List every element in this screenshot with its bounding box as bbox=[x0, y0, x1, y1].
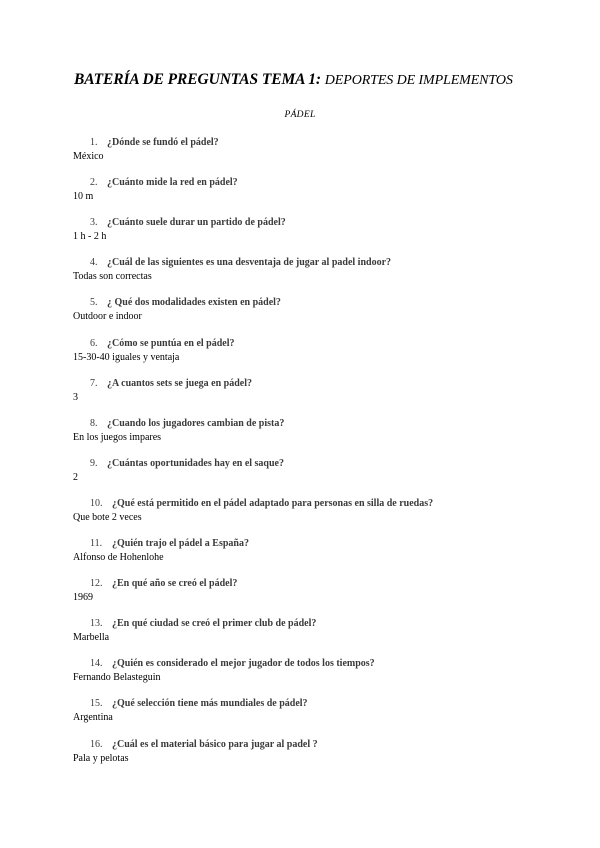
title-subtitle: DEPORTES DE IMPLEMENTOS bbox=[324, 73, 513, 88]
question-number: 2. bbox=[90, 177, 98, 189]
answer-text: 1 h - 2 h bbox=[73, 231, 107, 243]
question-number: 3. bbox=[90, 217, 98, 229]
answer-text: Argentina bbox=[73, 712, 113, 724]
question-label: ¿Cuánto suele durar un partido de pádel? bbox=[107, 217, 286, 229]
answer-text: En los juegos impares bbox=[73, 431, 162, 443]
question-label: ¿Quién es considerado el mejor jugador de todos los tiempos? bbox=[112, 658, 375, 670]
question-label: ¿Qué selección tiene más mundiales de pádel? bbox=[112, 698, 308, 710]
question-number: 8. bbox=[90, 417, 98, 429]
question-number: 7. bbox=[90, 377, 98, 389]
question-number: 5. bbox=[90, 297, 98, 309]
document-title bbox=[74, 71, 513, 89]
question-label: ¿ Qué dos modalidades existen en pádel? bbox=[107, 297, 281, 309]
question-number: 13. bbox=[90, 618, 103, 630]
question-label: ¿Quién trajo el pádel a España? bbox=[112, 538, 249, 549]
question-text bbox=[90, 618, 316, 629]
question-text bbox=[90, 418, 284, 429]
question-label: ¿Cómo se puntúa en el pádel? bbox=[107, 337, 235, 349]
question-number: 1. bbox=[90, 137, 98, 148]
answer-text: 1969 bbox=[73, 592, 93, 604]
question-text bbox=[90, 338, 235, 349]
answer-text: 2 bbox=[73, 471, 78, 483]
answer-text: Todas son correctas bbox=[73, 271, 152, 283]
question-text bbox=[90, 177, 238, 188]
question-label: ¿Cuál de las siguientes es una desventaja de jugar al padel indoor? bbox=[107, 257, 392, 269]
question-label: ¿Qué está permitido en el pádel adaptado para personas en silla de ruedas? bbox=[112, 497, 434, 509]
question-label: ¿En qué año se creó el pádel? bbox=[112, 578, 238, 590]
question-text bbox=[90, 297, 281, 308]
question-text bbox=[90, 378, 252, 389]
question-number: 9. bbox=[90, 457, 98, 469]
answer-text: Marbella bbox=[73, 632, 110, 644]
title-main: BATERÍA DE PREGUNTAS TEMA 1: bbox=[74, 71, 321, 88]
question-text bbox=[90, 698, 308, 709]
answer-text: Pala y pelotas bbox=[73, 752, 129, 764]
question-text bbox=[90, 538, 249, 549]
question-text bbox=[90, 578, 237, 589]
question-label: ¿Dónde se fundó el pádel? bbox=[107, 137, 219, 148]
question-label: ¿A cuantos sets se juega en pádel? bbox=[107, 377, 253, 389]
section-heading: PÁDEL bbox=[284, 110, 316, 120]
question-number: 10. bbox=[90, 497, 103, 509]
answer-text: Outdoor e indoor bbox=[73, 311, 142, 323]
question-text bbox=[90, 498, 433, 509]
question-number: 14. bbox=[90, 658, 103, 670]
question-text bbox=[90, 257, 391, 268]
question-text bbox=[90, 658, 375, 669]
question-number: 4. bbox=[90, 257, 98, 269]
question-number: 16. bbox=[90, 738, 103, 750]
answer-text: Fernando Belasteguin bbox=[73, 672, 161, 684]
question-label: ¿Cuánto mide la red en pádel? bbox=[107, 177, 238, 189]
question-text bbox=[90, 217, 286, 228]
question-label: ¿Cuando los jugadores cambian de pista? bbox=[107, 417, 285, 429]
question-number: 12. bbox=[90, 578, 103, 590]
answer-text: 10 m bbox=[73, 191, 94, 203]
answer-text: 3 bbox=[73, 391, 78, 403]
question-number: 15. bbox=[90, 698, 103, 710]
answer-text: 15-30-40 iguales y ventaja bbox=[73, 351, 180, 363]
question-label: ¿Cuántas oportunidades hay en el saque? bbox=[107, 457, 284, 469]
answer-text: México bbox=[73, 151, 104, 162]
answer-text: Alfonso de Hohenlohe bbox=[73, 552, 164, 563]
question-number: 6. bbox=[90, 337, 98, 349]
question-text bbox=[90, 458, 284, 469]
question-text bbox=[90, 739, 318, 750]
answer-text: Que bote 2 veces bbox=[73, 511, 142, 523]
question-label: ¿En qué ciudad se creó el primer club de pádel? bbox=[112, 618, 317, 630]
question-text bbox=[90, 137, 219, 148]
question-label: ¿Cuál es el material básico para jugar al padel ? bbox=[112, 738, 318, 750]
question-number: 11. bbox=[90, 538, 103, 549]
